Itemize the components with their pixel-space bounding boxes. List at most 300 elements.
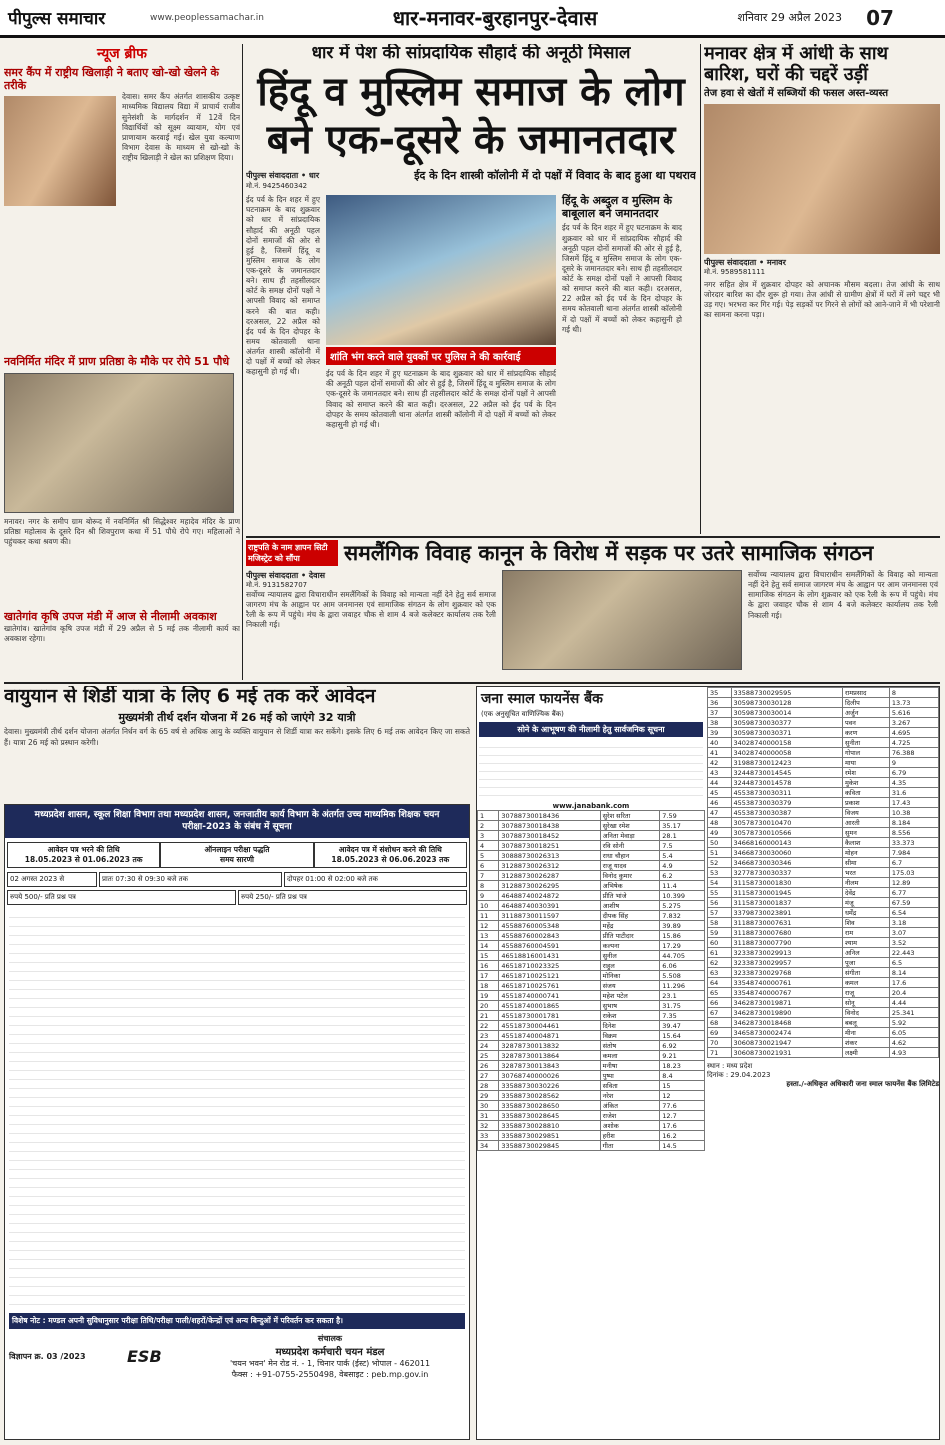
bank-cell: महेंद्र xyxy=(600,921,660,931)
bank-cell: 32878730013864 xyxy=(499,1051,600,1061)
bank-cell: 15.86 xyxy=(660,931,705,941)
bank-cell: 17 xyxy=(478,971,499,981)
pilgrim-sub: मुख्यमंत्री तीर्थ दर्शन योजना में 26 मई को जाएंगे 32 यात्री xyxy=(118,710,356,724)
bank-cell: 51 xyxy=(708,848,732,858)
protest-byline: पीपुल्स संवाददाता • देवास xyxy=(246,571,326,580)
bank-cell: 5.92 xyxy=(889,1018,938,1028)
esb-header: मध्यप्रदेश शासन, स्कूल शिक्षा विभाग तथा मध्यप्रदेश शासन, जनजातीय कार्य विभाग के अंतर्गत उच्च माध्यमिक शिक्षक चयन परीक्षा-2023 के संबंध में सूचना xyxy=(5,805,469,838)
bank-cell: 31158730001830 xyxy=(731,878,842,888)
bank-row xyxy=(708,958,939,968)
bank-cell: 36 xyxy=(708,698,732,708)
bank-cell: 10 xyxy=(478,901,499,911)
bank-cell: 57 xyxy=(708,908,732,918)
bank-cell: 34668160000143 xyxy=(731,838,842,848)
bank-cell: 32338730029913 xyxy=(731,948,842,958)
bank-cell: 71 xyxy=(708,1048,732,1058)
temple-photo xyxy=(4,373,234,513)
bank-cell: राम xyxy=(842,928,889,938)
bank-row xyxy=(478,891,705,901)
bank-notice-text xyxy=(479,740,703,800)
bank-row xyxy=(478,841,705,851)
bank-cell: 45588760005348 xyxy=(499,921,600,931)
bank-cell: दिनेश xyxy=(600,1021,660,1031)
bank-table-2 xyxy=(707,687,939,1058)
esb-date-label-3: आवेदन पत्र में संशोधन करने की तिथि xyxy=(338,845,442,855)
bank-cell: 12.7 xyxy=(660,1111,705,1121)
bank-cell: 5.4 xyxy=(660,851,705,861)
bank-row xyxy=(478,1141,705,1151)
bank-cell: 34668730030346 xyxy=(731,858,842,868)
bank-cell: 45 xyxy=(708,788,732,798)
bank-cell: पवन xyxy=(842,718,889,728)
bank-cell: अशोक xyxy=(600,1121,660,1131)
bank-cell: 31188730007790 xyxy=(731,938,842,948)
bank-cell: 42 xyxy=(708,758,732,768)
bank-row xyxy=(478,991,705,1001)
bank-cell: गोपाल xyxy=(842,748,889,758)
bank-cell: नीलम xyxy=(842,878,889,888)
bank-cell: विनोद कुमार xyxy=(600,871,660,881)
bank-cell: 33548740000767 xyxy=(731,988,842,998)
bank-cell: 5 xyxy=(478,851,499,861)
brief-1-body: देवास। समर कैंप अंतर्गत शासकीय उत्कृष्ट माध्यमिक विद्यालय विद्या में प्राचार्य राजीव सुनेसंशी के मार्गदर्शन में 12वें दिन विद्यार्थियों को सूक्ष्म व्यायाम, योग एवं प्राणायाम करवाई गई। खेल युवा कल्याण विभाग देवास के माध्यम से खो-खो के राष्ट्रीय खिलाड़ी ने खेल का प्रशिक्षण दिया। xyxy=(122,92,240,163)
bank-cell: 31 xyxy=(478,1111,499,1121)
bank-cell: 28.1 xyxy=(660,831,705,841)
bank-cell: 31288730026287 xyxy=(499,871,600,881)
bank-cell: 32448730014578 xyxy=(731,778,842,788)
bank-cell: 12 xyxy=(478,921,499,931)
bank-cell: 2 xyxy=(478,821,499,831)
bank-cell: 48 xyxy=(708,818,732,828)
brief-2-body: मनावर। नगर के समीप ग्राम बोरूद में नवनिर्मित श्री सिद्धेश्वर महादेव मंदिर के प्राण प्रतिष्ठा महोत्सव के दूसरे दिन श्री शिवपुराण कथा में 51 पौधे रोपे गए। महिलाओं ने पहुंचकर कथा श्रवण की। xyxy=(4,516,240,547)
bank-cell: 34628730018468 xyxy=(731,1018,842,1028)
bank-cell: 13.73 xyxy=(889,698,938,708)
bank-row xyxy=(708,688,939,698)
bank-cell: रमेश xyxy=(842,768,889,778)
bank-cell: 34028740000058 xyxy=(731,748,842,758)
bank-row xyxy=(478,1071,705,1081)
bank-cell: 23 xyxy=(478,1031,499,1041)
esb-address: 'चयन भवन' मेन रोड नं. - 1, चिनार पार्क (ईस्ट) भोपाल - 462011 xyxy=(229,1359,431,1369)
bank-cell: माया xyxy=(842,758,889,768)
bank-row xyxy=(708,1018,939,1028)
bank-cell: 45518740004871 xyxy=(499,1031,600,1041)
bank-row xyxy=(478,1131,705,1141)
bank-cell: 16.2 xyxy=(660,1131,705,1141)
bank-cell: 25 xyxy=(478,1051,499,1061)
bank-cell: 69 xyxy=(708,1028,732,1038)
bank-cell: 6.06 xyxy=(660,961,705,971)
bank-cell: 46488740024872 xyxy=(499,891,600,901)
bank-row xyxy=(478,881,705,891)
bank-row xyxy=(478,961,705,971)
bank-cell: 68 xyxy=(708,1018,732,1028)
lead-kicker: धार में पेश की सांप्रदायिक सौहार्द की अनूठी मिसाल xyxy=(311,44,631,63)
bank-cell: मंजू xyxy=(842,898,889,908)
bank-name: जना स्माल फायनेंस बैंक xyxy=(481,691,603,707)
bank-cell: शिव xyxy=(842,918,889,928)
bank-row xyxy=(478,941,705,951)
bank-row xyxy=(708,918,939,928)
bank-cell: 4.695 xyxy=(889,728,938,738)
esb-date-value-1: 18.05.2023 से 01.06.2023 तक xyxy=(24,855,143,865)
protest-phone: मो.नं. 9131582707 xyxy=(246,581,308,589)
bank-cell: 31.6 xyxy=(889,788,938,798)
bank-cell: विनोद xyxy=(842,1008,889,1018)
bank-cell: 32448730014545 xyxy=(731,768,842,778)
bank-cell: 34668730030060 xyxy=(731,848,842,858)
bank-cell: 6.79 xyxy=(889,768,938,778)
bank-cell: विक्रम xyxy=(600,1031,660,1041)
bank-cell: 56 xyxy=(708,898,732,908)
bank-row xyxy=(708,998,939,1008)
bank-cell: 33.373 xyxy=(889,838,938,848)
bank-cell: 10.399 xyxy=(660,891,705,901)
bank-cell: 30768740000026 xyxy=(499,1071,600,1081)
bank-cell: 32 xyxy=(478,1121,499,1131)
storm-story xyxy=(704,44,940,534)
bank-cell: प्रीति पाटीदार xyxy=(600,931,660,941)
storm-photo xyxy=(704,104,940,254)
bank-cell: 11.296 xyxy=(660,981,705,991)
bank-row xyxy=(708,988,939,998)
bank-cell: 31158730001837 xyxy=(731,898,842,908)
bank-cell: 49 xyxy=(708,828,732,838)
esb-org: मध्यप्रदेश कर्मचारी चयन मंडल xyxy=(275,1347,385,1359)
bank-cell: 30788730018251 xyxy=(499,841,600,851)
bank-cell: 13 xyxy=(478,931,499,941)
protest-tag: राष्ट्रपति के नाम ज्ञापन सिटी मजिस्ट्रेट को सौंपा xyxy=(246,540,338,566)
bank-cell: 35 xyxy=(708,688,732,698)
bank-cell: 4.9 xyxy=(660,861,705,871)
bank-cell: 59 xyxy=(708,928,732,938)
bank-cell: 62 xyxy=(708,958,732,968)
bank-row xyxy=(708,798,939,808)
bank-cell: 32338730029957 xyxy=(731,958,842,968)
bank-cell: प्रकाश xyxy=(842,798,889,808)
bank-cell: संगीता xyxy=(842,968,889,978)
bank-cell: राकेश xyxy=(600,1011,660,1021)
bank-cell: 14.5 xyxy=(660,1141,705,1151)
bank-cell: 4.44 xyxy=(889,998,938,1008)
bank-cell: 33588730030226 xyxy=(499,1081,600,1091)
bank-cell: राहुल xyxy=(600,961,660,971)
bank-cell: 8 xyxy=(889,688,938,698)
bank-cell: 7 xyxy=(478,871,499,881)
bank-cell: 7.832 xyxy=(660,911,705,921)
pilgrim-body: देवास। मुख्यमंत्री तीर्थ दर्शन योजना अंतर्गत निर्धन वर्ग के 65 वर्ष से अधिक आयु के व्यक्ति वायुयान से शिर्डी यात्रा कर सकेंगे। इसके लिए 6 मई तक आवेदन किए जा सकते हैं। यात्रा 26 मई को प्रस्थान करेगी। xyxy=(4,727,470,747)
bank-cell: कमल xyxy=(842,978,889,988)
bank-row xyxy=(478,981,705,991)
storm-deck: तेज हवा से खेतों में सब्जियों की फसल अस्त-व्यस्त xyxy=(704,88,889,100)
bank-cell: 15 xyxy=(660,1081,705,1091)
bank-cell: 19 xyxy=(478,991,499,1001)
bank-row xyxy=(708,888,939,898)
bank-row xyxy=(708,728,939,738)
lead-deck: ईद के दिन शास्त्री कॉलोनी में दो पक्षों में विवाद के बाद हुआ था पथराव xyxy=(414,168,696,182)
esb-date-value-3: 18.05.2023 से 06.06.2023 तक xyxy=(331,855,450,865)
bank-cell: 44 xyxy=(708,778,732,788)
bank-cell: 45538730030379 xyxy=(731,798,842,808)
news-brief-label: न्यूज ब्रीफ xyxy=(97,46,147,62)
bank-cell: 37 xyxy=(708,708,732,718)
bank-row xyxy=(478,1011,705,1021)
bank-cell: मुकेश xyxy=(842,778,889,788)
bank-cell: 10.38 xyxy=(889,808,938,818)
bank-cell: राजू xyxy=(842,988,889,998)
bank-cell: 8.184 xyxy=(889,818,938,828)
esb-contact: फैक्स : +91-0755-2550498, वेबसाइट : peb.mp.gov.in xyxy=(231,1370,429,1380)
bank-cell: 31988730012423 xyxy=(731,758,842,768)
bank-cell: शंकर xyxy=(842,1038,889,1048)
bank-cell: 6.7 xyxy=(889,858,938,868)
bank-cell: हरीश xyxy=(600,1131,660,1141)
bank-row xyxy=(708,818,939,828)
bank-row xyxy=(478,1051,705,1061)
bank-cell: 30788730018438 xyxy=(499,821,600,831)
bank-cell: 7.59 xyxy=(660,811,705,821)
bank-cell: 29 xyxy=(478,1091,499,1101)
bank-cell: 17.43 xyxy=(889,798,938,808)
bank-cell: 45518740001865 xyxy=(499,1001,600,1011)
bank-cell: भरत xyxy=(842,868,889,878)
protest-photo xyxy=(502,570,742,670)
bank-cell: 17.6 xyxy=(660,1121,705,1131)
bank-cell: अनिल xyxy=(842,948,889,958)
brief-2-title: नवनिर्मित मंदिर में प्राण प्रतिष्ठा के मौके पर रोपे 51 पौधे xyxy=(4,355,230,369)
bank-cell: सुरेश सरिता xyxy=(600,811,660,821)
protest-story xyxy=(246,540,940,680)
bank-cell: 30598730030371 xyxy=(731,728,842,738)
bank-cell: करण xyxy=(842,728,889,738)
esb-date-label-2: ऑनलाइन परीक्षा पद्धति xyxy=(204,845,270,855)
bank-cell: 34658730002474 xyxy=(731,1028,842,1038)
bank-cell: 30598730030128 xyxy=(731,698,842,708)
bank-cell: 52 xyxy=(708,858,732,868)
bank-cell: सुनील xyxy=(600,951,660,961)
lead-byline: पीपुल्स संवाददाता • धार xyxy=(246,171,320,181)
bank-row xyxy=(478,901,705,911)
bank-cell: 175.03 xyxy=(889,868,938,878)
bank-row xyxy=(708,788,939,798)
bank-cell: 31188730007631 xyxy=(731,918,842,928)
bank-cell: 8.556 xyxy=(889,828,938,838)
bank-row xyxy=(478,1091,705,1101)
lead-phone: मो.नं. 9425460342 xyxy=(246,182,308,191)
bank-cell: मोहन xyxy=(842,848,889,858)
bank-cell: 5.275 xyxy=(660,901,705,911)
bank-cell: 30598730030014 xyxy=(731,708,842,718)
bank-cell: 64 xyxy=(708,978,732,988)
esb-shift-1: प्रातः 07:30 से 09:30 बजे तक xyxy=(99,872,282,887)
bank-cell: 33588730029845 xyxy=(499,1141,600,1151)
bank-cell: 70 xyxy=(708,1038,732,1048)
bank-row xyxy=(708,1008,939,1018)
bank-cell: 22.443 xyxy=(889,948,938,958)
bank-cell: आरती xyxy=(842,818,889,828)
bank-cell: 53 xyxy=(708,868,732,878)
esb-advertisement xyxy=(4,804,470,1440)
bank-row xyxy=(708,848,939,858)
bank-row xyxy=(708,748,939,758)
bank-cell: महेश पटेल xyxy=(600,991,660,1001)
bank-row xyxy=(478,831,705,841)
bank-cell: 61 xyxy=(708,948,732,958)
bank-cell: 3.18 xyxy=(889,918,938,928)
bank-cell: कविता xyxy=(842,788,889,798)
bank-cell: 15 xyxy=(478,951,499,961)
bank-cell: 9 xyxy=(889,758,938,768)
bank-row xyxy=(708,758,939,768)
bank-cell: 76.388 xyxy=(889,748,938,758)
lead-body: ईद पर्व के दिन शहर में हुए घटनाक्रम के बाद शुक्रवार को धार में सांप्रदायिक सौहार्द की अनूठी पहल दोनों समाजों की ओर से हुई है, जिसमें हिंदू व मुस्लिम समाज के लोग एक-दूसरे के जमानतदार बने। साथ ही तहसीलदार कोर्ट के समक्ष दोनों पक्षों ने आपसी विवाद को समाप्त करने की बात कही। दरअसल, 22 अप्रैल को ईद पर्व के दिन दोपहर के समय कोतवाली थाना अंतर्गत शास्त्री कॉलोनी में दो पक्षों में बच्चों को लेकर कहासुनी हो गई थी। xyxy=(246,195,320,377)
bank-cell: 30578730010566 xyxy=(731,828,842,838)
bank-cell: 45538730030311 xyxy=(731,788,842,798)
bank-cell: 11.4 xyxy=(660,881,705,891)
bank-cell: 30598730030377 xyxy=(731,718,842,728)
bank-cell: श्याम xyxy=(842,938,889,948)
bank-row xyxy=(708,778,939,788)
bank-cell: 46 xyxy=(708,798,732,808)
bank-cell: 24 xyxy=(478,1041,499,1051)
lead-headline: हिंदू व मुस्लिम समाज के लोग बने एक-दूसरे के जमानतदार xyxy=(257,68,685,163)
news-brief-column xyxy=(4,44,240,680)
bank-cell: सविता xyxy=(600,1081,660,1091)
bank-signature: हस्ता./-अधिकृत अधिकारी जना स्माल फायनेंस बैंक लिमिटेड xyxy=(786,1080,939,1088)
bank-cell: 33588730028650 xyxy=(499,1101,600,1111)
bank-cell: 31188730007680 xyxy=(731,928,842,938)
bank-cell: 45588760004591 xyxy=(499,941,600,951)
bank-cell: 9 xyxy=(478,891,499,901)
bank-cell: कल्पना xyxy=(600,941,660,951)
bank-cell: 46518710025121 xyxy=(499,971,600,981)
bank-cell: 65 xyxy=(708,988,732,998)
bank-cell: 8 xyxy=(478,881,499,891)
bank-cell: 7.984 xyxy=(889,848,938,858)
bank-row xyxy=(478,971,705,981)
protest-body-2: सर्वोच्च न्यायालय द्वारा विचाराधीन समलैंगिकों के विवाह को मान्यता नहीं देने हेतु सर्व समाज जागरण मंच के आह्वान पर आम जनमानस एवं सामाजिक संगठन के लोग शुक्रवार को एक रैली के रूप में पहुंचे। मंच के द्वारा जवाहर चौक से शाम 4 बजे कलेक्टर कार्यालय तक रैली निकाली गई। xyxy=(748,570,938,620)
bank-cell: 41 xyxy=(708,748,732,758)
bank-row xyxy=(478,861,705,871)
bank-row xyxy=(478,871,705,881)
bank-cell: 46518816001431 xyxy=(499,951,600,961)
bank-row xyxy=(478,1021,705,1031)
bank-subtitle: (एक अनुसूचित वाणिज्यिक बैंक) xyxy=(481,710,564,718)
bank-cell: 33548740000761 xyxy=(731,978,842,988)
bank-cell: 3.52 xyxy=(889,938,938,948)
bank-cell: 33 xyxy=(478,1131,499,1141)
bank-cell: प्रीति भांजे xyxy=(600,891,660,901)
bank-cell: 5.616 xyxy=(889,708,938,718)
bank-cell: 46488740030391 xyxy=(499,901,600,911)
bank-cell: 4.725 xyxy=(889,738,938,748)
bank-cell: कैलाश xyxy=(842,838,889,848)
bank-cell: 3.267 xyxy=(889,718,938,728)
bank-cell: 34628730019890 xyxy=(731,1008,842,1018)
pilgrim-story xyxy=(4,686,470,802)
bank-cell: 8.4 xyxy=(660,1071,705,1081)
bank-notice xyxy=(476,686,940,1440)
bank-row xyxy=(708,1048,939,1058)
bank-cell: 15.64 xyxy=(660,1031,705,1041)
bank-row xyxy=(708,948,939,958)
bank-cell: 45518740000741 xyxy=(499,991,600,1001)
bank-cell: 67 xyxy=(708,1008,732,1018)
bank-cell: 22 xyxy=(478,1021,499,1031)
bank-row xyxy=(708,868,939,878)
bank-cell: 67.59 xyxy=(889,898,938,908)
bank-row xyxy=(478,1031,705,1041)
bank-row xyxy=(708,698,939,708)
bank-cell: 30608730021931 xyxy=(731,1048,842,1058)
storm-phone: मो.नं. 9589581111 xyxy=(704,267,766,276)
bank-cell: 33588730028562 xyxy=(499,1091,600,1101)
bank-cell: 35.17 xyxy=(660,821,705,831)
bank-row xyxy=(708,968,939,978)
bank-cell: 4 xyxy=(478,841,499,851)
bank-row xyxy=(478,1101,705,1111)
bank-cell: 33588730029595 xyxy=(731,688,842,698)
bank-cell: 5.508 xyxy=(660,971,705,981)
bank-cell: 18 xyxy=(478,981,499,991)
bank-cell: 40 xyxy=(708,738,732,748)
bank-cell: नरेश xyxy=(600,1091,660,1101)
bank-row xyxy=(708,768,939,778)
bank-cell: देवेंद्र xyxy=(842,888,889,898)
bank-website[interactable]: www.janabank.com xyxy=(552,802,630,810)
lead-body-2: ईद पर्व के दिन शहर में हुए घटनाक्रम के बाद शुक्रवार को धार में सांप्रदायिक सौहार्द की अनूठी पहल दोनों समाजों की ओर से हुई है, जिसमें हिंदू व मुस्लिम समाज के लोग एक-दूसरे के जमानतदार बने। साथ ही तहसीलदार कोर्ट के समक्ष दोनों पक्षों ने आपसी विवाद को समाप्त करने की बात कही। दरअसल, 22 अप्रैल को ईद पर्व के दिन दोपहर के समय कोतवाली थाना अंतर्गत शास्त्री कॉलोनी में दो पक्षों में बच्चों को लेकर कहासुनी हो गई थी। xyxy=(326,369,556,429)
bank-cell: 7.35 xyxy=(660,1011,705,1021)
esb-logo: ESB xyxy=(127,1347,162,1367)
bank-cell: संजय xyxy=(600,981,660,991)
bank-cell: राधा चौहान xyxy=(600,851,660,861)
bank-cell: 4.62 xyxy=(889,1038,938,1048)
website-url[interactable]: www.peoplessamachar.in xyxy=(150,12,264,23)
bank-cell: 33588730029851 xyxy=(499,1131,600,1141)
esb-director: संचालक xyxy=(317,1334,343,1344)
bank-cell: 26 xyxy=(478,1061,499,1071)
bank-cell: 34628730019871 xyxy=(731,998,842,1008)
bank-cell: 46518710025761 xyxy=(499,981,600,991)
bank-cell: सुनीता xyxy=(842,738,889,748)
lead-story xyxy=(246,44,696,534)
bank-cell: 31.75 xyxy=(660,1001,705,1011)
bank-cell: 46518710023325 xyxy=(499,961,600,971)
bank-row xyxy=(708,708,939,718)
bank-cell: 34028740000158 xyxy=(731,738,842,748)
bank-table-1 xyxy=(477,810,705,1151)
bank-cell: मीना xyxy=(842,1028,889,1038)
bank-cell: 4.35 xyxy=(889,778,938,788)
bank-cell: 39.89 xyxy=(660,921,705,931)
bank-cell: अंकित xyxy=(600,1101,660,1111)
esb-instructions xyxy=(9,909,465,1309)
bank-row xyxy=(478,851,705,861)
esb-notice: विशेष नोट : मण्डल अपनी सुविधानुसार परीक्षा तिथि/परीक्षा पाली/शहरों/केन्द्रों एवं अन्य बिन्दुओं में परिवर्तन कर सकता है। xyxy=(9,1313,465,1329)
kho-kho-photo xyxy=(4,96,116,206)
bank-cell: 28 xyxy=(478,1081,499,1091)
bank-cell: राजेश xyxy=(600,1111,660,1121)
bank-cell: दिलीप xyxy=(842,698,889,708)
bank-cell: 33588730028645 xyxy=(499,1111,600,1121)
bank-cell: 32878730013843 xyxy=(499,1061,600,1071)
bank-cell: गीता xyxy=(600,1141,660,1151)
brief-3-body: खातेगांव। खातेगांव कृषि उपज मंडी में 29 अप्रैल से 5 मई तक नीलामी कार्य का अवकाश रहेगा। xyxy=(4,623,240,643)
bank-cell: अर्जुन xyxy=(842,708,889,718)
bank-cell: 30888730026313 xyxy=(499,851,600,861)
esb-fee-1: रुपये 500/- प्रति प्रश्न पत्र xyxy=(7,890,236,905)
bank-cell: 54 xyxy=(708,878,732,888)
